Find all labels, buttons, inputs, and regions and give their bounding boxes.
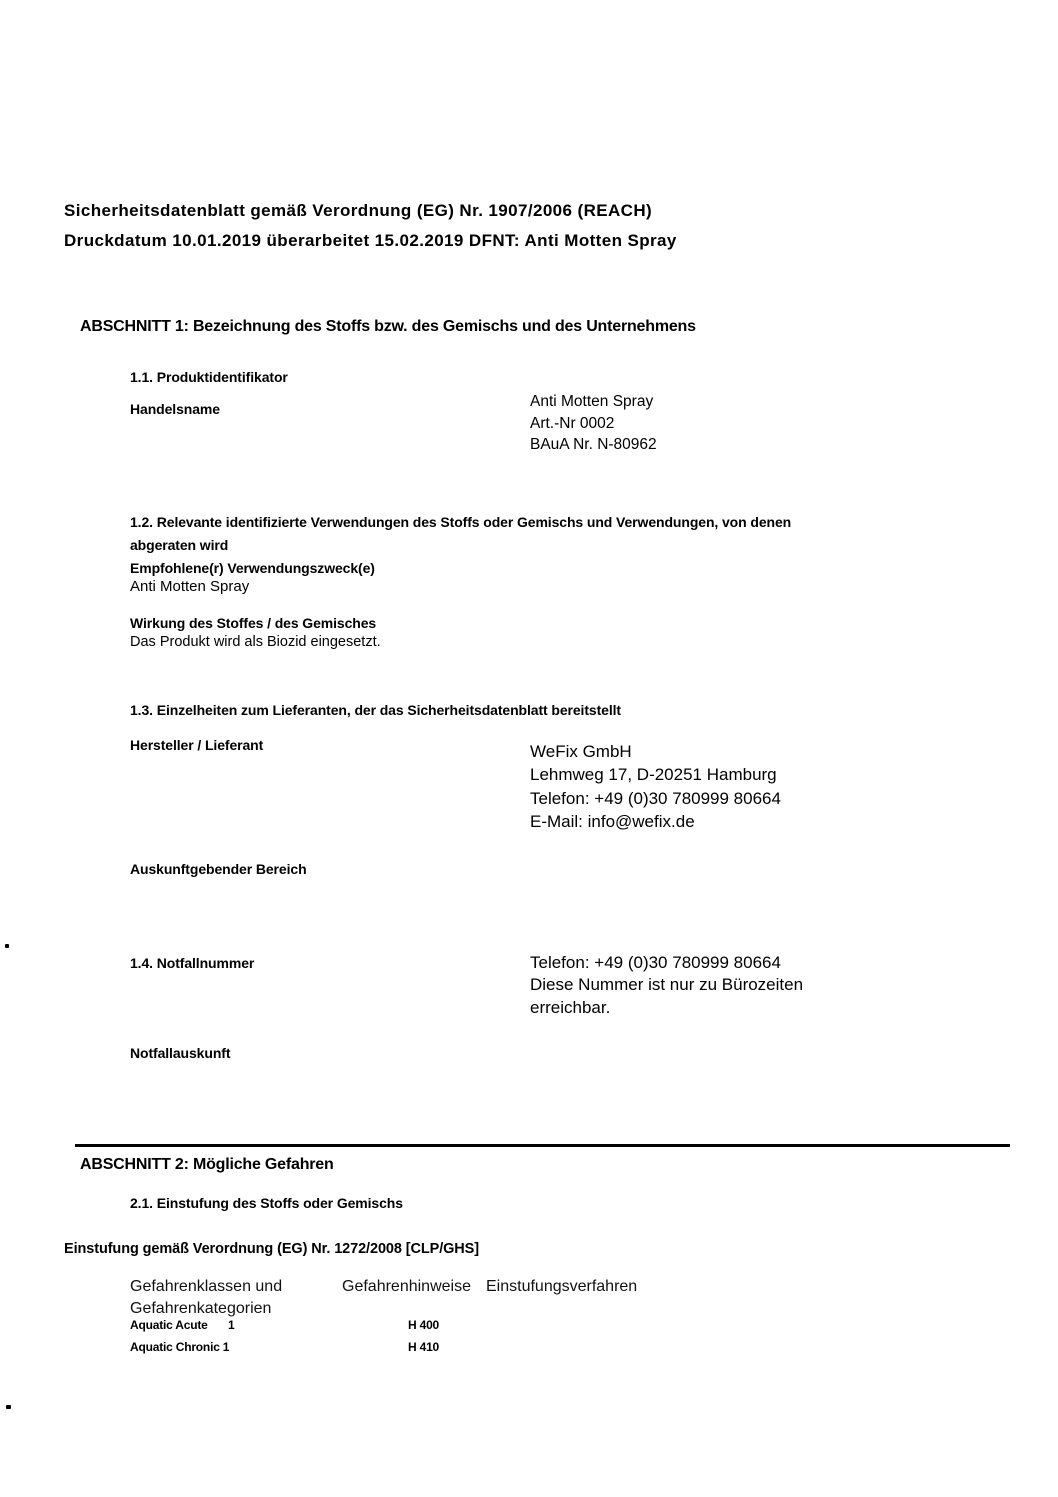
- effect-label: Wirkung des Stoffes / des Gemisches: [130, 615, 377, 631]
- supplier-label: Hersteller / Lieferant: [130, 737, 264, 753]
- baua-number: BAuA Nr. N-80962: [530, 436, 657, 453]
- scan-artifact-dot: [5, 944, 9, 948]
- section-divider-rule: [75, 1144, 1010, 1147]
- hazard-class-column-header-line-2: Gefahrenkategorien: [130, 1300, 272, 1317]
- section-1-2-heading: [130, 511, 791, 557]
- hazard-row-class: Aquatic Chronic 1: [130, 1340, 230, 1354]
- emergency-number-block: [530, 952, 803, 1019]
- clp-classification-heading: Einstufung gemäß Verordnung (EG) Nr. 1272/2008 [CLP/GHS]: [64, 1241, 479, 1257]
- section-1-2-heading-line-1: 1.2. Relevante identifizierte Verwendungen des Stoffs oder Gemischs und Verwendungen, von denen: [130, 514, 792, 530]
- doc-header-line-2: Druckdatum 10.01.2019 überarbeitet 15.02.2019 DFNT: Anti Motten Spray: [64, 231, 677, 250]
- article-number: Art.-Nr 0002: [530, 414, 615, 432]
- hazard-statements-column-header: Gefahrenhinweise: [342, 1278, 471, 1295]
- supplier-phone: Telefon: +49 (0)30 780999 80664: [530, 788, 781, 808]
- supplier-name: WeFix GmbH: [530, 742, 632, 761]
- scan-artifact-dot: [6, 1405, 11, 1409]
- emergency-note-line-2: erreichbar.: [530, 997, 611, 1017]
- emergency-phone: Telefon: +49 (0)30 780999 80664: [530, 953, 781, 972]
- trade-name-line: Anti Motten Spray: [530, 393, 654, 410]
- hazard-class-column-header: [130, 1276, 282, 1320]
- classification-method-column-header: Einstufungsverfahren: [486, 1278, 638, 1295]
- hazard-row-statement: H 400: [408, 1318, 440, 1332]
- trade-name-value: [530, 391, 657, 456]
- hazard-class-column-header-line-1: Gefahrenklassen und: [130, 1278, 283, 1295]
- supplier-email: E-Mail: info@wefix.de: [530, 812, 695, 832]
- section-2-1-heading: 2.1. Einstufung des Stoffs oder Gemischs: [130, 1195, 403, 1211]
- section-2-heading: ABSCHNITT 2: Mögliche Gefahren: [80, 1156, 334, 1173]
- emergency-note-line-1: Diese Nummer ist nur zu Bürozeiten: [530, 975, 804, 995]
- info-department-label: Auskunftgebender Bereich: [130, 861, 307, 877]
- emergency-info-label: Notfallauskunft: [130, 1045, 231, 1061]
- trade-name-label: Handelsname: [130, 401, 220, 417]
- doc-header-line-1: Sicherheitsdatenblatt gemäß Verordnung (EG) Nr. 1907/2006 (REACH): [64, 201, 653, 220]
- recommended-use-label: Empfohlene(r) Verwendungszweck(e): [130, 560, 375, 576]
- supplier-street: Lehmweg 17, D-20251 Hamburg: [530, 765, 777, 785]
- effect-value: Das Produkt wird als Biozid eingesetzt.: [130, 634, 381, 650]
- recommended-use-value: Anti Motten Spray: [130, 578, 250, 595]
- hazard-row-statement: H 410: [408, 1340, 440, 1354]
- section-1-4-heading: 1.4. Notfallnummer: [130, 955, 255, 971]
- section-1-2-heading-line-2: abgeraten wird: [130, 537, 229, 553]
- hazard-row-category: 1: [228, 1318, 235, 1332]
- supplier-address-block: [530, 740, 781, 834]
- hazard-row-class: Aquatic Acute: [130, 1318, 208, 1332]
- section-1-1-heading: 1.1. Produktidentifikator: [130, 369, 288, 385]
- section-1-3-heading: 1.3. Einzelheiten zum Lieferanten, der das Sicherheitsdatenblatt bereitstellt: [130, 702, 621, 718]
- section-1-heading: ABSCHNITT 1: Bezeichnung des Stoffs bzw. des Gemischs und des Unternehmens: [80, 318, 696, 335]
